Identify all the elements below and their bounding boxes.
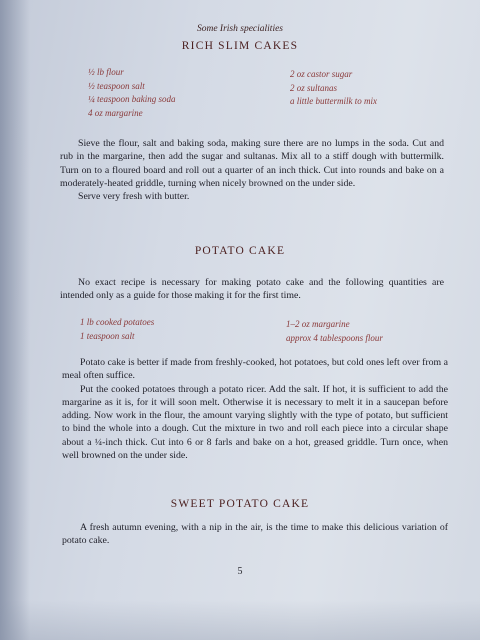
ingredient-item: 4 oz margarine [88,107,143,118]
recipe-title-potato-cake: POTATO CAKE [194,245,286,257]
recipe-title-sweet-potato-cake: SWEET POTATO CAKE [170,498,310,510]
method-paragraph: Put the cooked potatoes through a potato ricer. Add the salt. If hot, it is sufficient to add the margarine as it is, for it will soon melt. Otherwise it is necessary to melt it in a saucepan before adding. Now work in the flour, the amount varying slightly with the type of potato, but sufficient to bind the whole into a dough. Cut the mixture in two and roll each piece into a circular shape about a ¼-inch thick. Cut into 6 or 8 farls and bake on a hot, greased griddle. Turn once, when well browned on the under side. [62,383,448,462]
intro-paragraph: A fresh autumn evening, with a nip in the air, is the time to make this delicious variation of potato cake. [62,522,448,547]
method-paragraph: Serve very fresh with butter. [78,191,190,203]
ingredients-right-rich-slim-cakes [290,68,377,109]
ingredient-item: approx 4 tablespoons flour [286,332,383,343]
recipe-title-rich-slim-cakes: RICH SLIM CAKES [181,40,299,52]
ingredients-left-rich-slim-cakes [88,66,176,120]
ingredient-item: ¼ teaspoon baking soda [88,94,176,104]
method-paragraph: Potato cake is better if made from freshly-cooked, hot potatoes, but cold ones left over from a meal often suffice. [62,357,448,382]
ingredient-item: 1 teaspoon salt [80,330,135,341]
ingredients-left-potato-cake [80,316,154,343]
page-number: 5 [237,566,243,577]
ingredient-item: ½ teaspoon salt [88,80,145,91]
ingredient-item: a little buttermilk to mix [290,96,377,106]
intro-potato-cake [60,276,444,303]
ingredient-item: 2 oz castor sugar [290,69,353,79]
method-paragraph: Sieve the flour, salt and baking soda, making sure there are no lumps in the soda. Cut and rub in the margarine, then add the sugar and sultanas. Mix all to a stiff dough with buttermilk. Turn on to a floured board and roll out a quarter of an inch thick. Cut into rounds and bake on a moderately-heated griddle, turning when nicely browned on the under side. [60,138,444,189]
ingredients-right-potato-cake [286,318,383,345]
method-rich-slim-cakes [60,137,444,203]
running-head: Some Irish specialities [196,24,283,34]
ingredient-item: 1–2 oz margarine [286,319,350,329]
ingredient-item: ½ lb flour [88,67,124,77]
intro-paragraph: No exact recipe is necessary for making potato cake and the following quantities are intended only as a guide for those making it for the first time. [60,277,444,302]
ingredient-item: 2 oz sultanas [290,82,338,93]
method-potato-cake [62,356,448,462]
intro-sweet-potato-cake [62,521,448,548]
ingredient-item: 1 lb cooked potatoes [80,317,155,327]
